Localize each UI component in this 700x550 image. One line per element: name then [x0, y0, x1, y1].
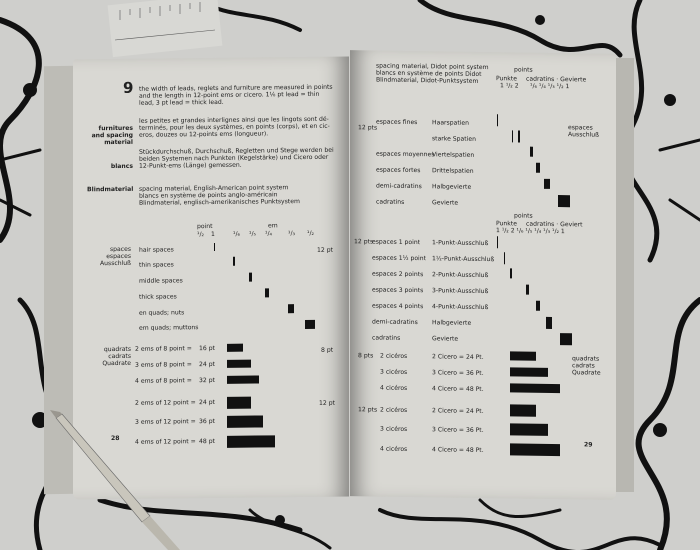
- header-point: point: [197, 222, 213, 231]
- frac-5: ¹/₄: [265, 230, 272, 238]
- set1-fr-2: espaces moyennes: [376, 150, 435, 159]
- frac-7: ¹/₂: [307, 229, 314, 237]
- quad12-row-1: 2 ems of 12 point =: [135, 399, 196, 407]
- hdr-fracs: ¹/₆ ¹/₄ ¹/₃ ¹/₂ 1: [530, 82, 570, 91]
- spaces-label-1: spaces: [109, 245, 131, 254]
- system-line-3: Blindmaterial, englisch-amerikanisches Punktsystem: [139, 198, 300, 207]
- hdr2-fracs: 1 ¹/₂ 2 ¹/₆ ¹/₅ ¹/₄ ¹/₃ ¹/₂ 1: [496, 227, 565, 236]
- blancs-label: blancs: [110, 162, 133, 171]
- right-page-number: 29: [584, 441, 593, 449]
- spaces-label-3: Ausschluß: [100, 259, 131, 268]
- set2-fr-1: espaces 1 point: [372, 238, 421, 247]
- quad8-row-3: 4 ems of 8 point =: [135, 377, 192, 385]
- hdr-cadratins: cadratins · Gevierte: [526, 75, 587, 84]
- size-12pts-1: 12 pts: [358, 124, 378, 132]
- heading-line-2: blancs en système de points Didot: [376, 69, 482, 78]
- furniture-label-3: material: [104, 138, 133, 147]
- cic12-fr-3: 4 cicéros: [380, 445, 408, 453]
- espaces-label-1: espaces: [568, 124, 593, 132]
- r-quadrats-label-1: quadrats: [572, 355, 600, 363]
- hdr2-cadratins: cadratins · Geviert: [526, 220, 583, 229]
- set2-de-6: Halbgeviertе: [432, 319, 472, 327]
- intro-line-1: the width of leads, reglets and furniture are measured in points: [139, 83, 333, 93]
- quad12-val-1: 24 pt: [199, 398, 215, 407]
- furniture-label-2: and spacing: [91, 131, 133, 140]
- set2-de-7: Gevierte: [432, 335, 459, 343]
- set2-fr-2: espaces 1½ point: [372, 254, 426, 263]
- set1-fr-4: demi-cadratins: [376, 182, 422, 191]
- quadrats-label-1: quadrats: [103, 345, 131, 354]
- section-number: 9: [123, 78, 134, 97]
- frac-4: ¹/₅: [249, 230, 256, 238]
- space-thin: thin spaces: [139, 261, 174, 269]
- space-thick: thick spaces: [139, 293, 177, 301]
- quad8-val-1: 16 pt: [199, 344, 215, 353]
- german-line-2: beiden Systemen nach Punkten (Kegelstärke) und Cicero oder: [139, 153, 329, 163]
- cic12-fr-2: 3 cicéros: [380, 425, 408, 433]
- set1-fr-1: espaces fines: [376, 118, 418, 127]
- size-8pts: 8 pts: [358, 352, 374, 360]
- space-hair: hair spaces: [139, 246, 174, 254]
- furniture-label-1: furnitures: [98, 124, 133, 133]
- heading-line-3: Blindmaterial, Didot-Punktsystem: [376, 76, 479, 85]
- cic8-fr-3: 4 cicéros: [380, 384, 408, 392]
- cic12-de-1: 2 Cicero = 24 Pt.: [432, 407, 484, 416]
- set1-fr-5: cadratins: [376, 198, 405, 206]
- size-12pts-3: 12 pts: [358, 406, 378, 414]
- set2-fr-5: espaces 4 points: [372, 302, 424, 311]
- size-label-12pt: 12 pt: [319, 399, 335, 407]
- set1-de-3: Viertelspatien: [432, 151, 475, 159]
- cic8-fr-1: 2 cicéros: [380, 352, 408, 360]
- german-line-1: Stückdurchschuß, Durchschuß, Regletten und Stege werden bei: [139, 146, 334, 156]
- set2-fr-4: espaces 3 points: [372, 286, 424, 295]
- french-line-2: terminés, pour les deux systèmes, en points (corps), et en cic-: [139, 122, 330, 132]
- set2-fr-3: espaces 2 points: [372, 270, 424, 279]
- system-line-2: blancs en système de points anglo-américain: [139, 191, 278, 200]
- quadrats-label-2: cadrats: [108, 352, 131, 361]
- quadrats-label-3: Quadrate: [102, 359, 131, 368]
- quad8-row-1: 2 ems of 8 point =: [135, 345, 192, 353]
- quad12-row-2: 3 ems of 12 point =: [135, 418, 196, 426]
- heading-line-1: spacing material, Didot point system: [376, 62, 489, 72]
- set2-de-3: 2-Punkt-Ausschluß: [432, 271, 489, 280]
- r-quadrats-label-2: cadrats: [572, 362, 595, 370]
- left-page-number: 28: [111, 434, 120, 443]
- cic8-fr-2: 3 cicéros: [380, 368, 408, 376]
- hdr2-punkte: Punkte: [496, 220, 517, 228]
- set1-de-6: Gevierte: [432, 199, 459, 207]
- cic8-de-1: 2 Cicero = 24 Pt.: [432, 353, 484, 362]
- frac-2: 1: [211, 230, 215, 238]
- r-quadrats-label-3: Quadrate: [572, 369, 601, 377]
- set2-fr-6: demi-cadratins: [372, 318, 418, 327]
- hdr2-points: points: [514, 212, 533, 220]
- set2-fr-7: cadratins: [372, 334, 401, 342]
- size-label-8pt: 8 pt: [321, 346, 334, 354]
- french-line-3: eros, douzes ou 12-points ems (longueur).: [139, 130, 269, 139]
- header-em: em: [268, 222, 278, 230]
- set1-de-5: Halbgeviertе: [432, 183, 472, 191]
- german-line-3: 12-Punkt-ems (Länge) gemessen.: [139, 161, 242, 170]
- quad8-row-2: 3 ems of 8 point =: [135, 361, 192, 369]
- size-label-12pt-top: 12 pt: [317, 246, 333, 254]
- quad12-val-3: 48 pt: [199, 437, 215, 446]
- space-en-quads: en quads; nuts: [139, 309, 185, 317]
- spaces-label-2: espaces: [106, 252, 131, 261]
- espaces-label-2: Ausschluß: [568, 131, 599, 139]
- space-em-quads: em quads; muttons: [139, 324, 199, 332]
- frac-1: ¹/₂: [197, 231, 204, 239]
- space-middle: middle spaces: [139, 277, 183, 285]
- blindmaterial-label: Blindmaterial: [87, 185, 134, 194]
- size-12pts-2: 12 pts: [354, 238, 374, 246]
- set1-de-1: Haarspatien: [432, 119, 470, 127]
- set1-de-4: Drittelspatien: [432, 167, 474, 175]
- quad8-val-2: 24 pt: [199, 360, 215, 369]
- cic12-fr-1: 2 cicéros: [380, 406, 408, 414]
- hdr-12: 1 ¹/₂ 2: [500, 82, 519, 90]
- frac-6: ¹/₃: [288, 230, 295, 238]
- set2-de-4: 3-Punkt-Ausschluß: [432, 287, 489, 296]
- hdr-punkte: Punkte: [496, 75, 517, 83]
- set2-de-2: 1½-Punkt-Ausschluß: [432, 255, 495, 264]
- cic12-de-3: 4 Cicero = 48 Pt.: [432, 446, 484, 455]
- hdr-points: points: [514, 66, 533, 74]
- french-line-1: les petites et grandes interlignes ainsi que les lingots sont dé-: [139, 115, 329, 125]
- quad8-val-3: 32 pt: [199, 376, 215, 385]
- set1-fr-3: espaces fortes: [376, 166, 421, 175]
- cic8-de-3: 4 Cicero = 48 Pt.: [432, 385, 484, 394]
- cic8-de-2: 3 Cicero = 36 Pt.: [432, 369, 484, 378]
- set1-de-2: starke Spatien: [432, 135, 476, 143]
- quad12-val-2: 36 pt: [199, 417, 215, 426]
- system-line-1: spacing material, English-American point system: [139, 184, 289, 193]
- intro-line-3: lead, 3 pt lead = thick lead.: [139, 98, 224, 107]
- set2-de-1: 1-Punkt-Ausschluß: [432, 239, 489, 248]
- intro-line-2: and the length in 12-point ems or cicero. 1⅛ pt lead = thin: [139, 90, 320, 100]
- frac-3: ¹/₆: [233, 230, 240, 238]
- set2-de-5: 4-Punkt-Ausschluß: [432, 303, 489, 312]
- cic12-de-2: 3 Cicero = 36 Pt.: [432, 426, 484, 435]
- quad12-row-3: 4 ems of 12 point =: [135, 438, 196, 446]
